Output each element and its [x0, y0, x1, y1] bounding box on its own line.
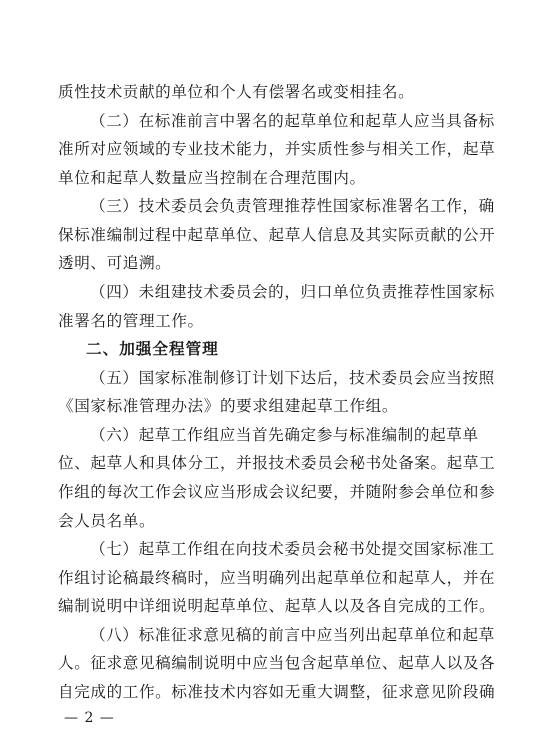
text-line: 准署名的管理工作。 [58, 312, 204, 330]
paragraph-first-line: （八）标准征求意见稿的前言中应当列出起草单位和起草 [90, 626, 495, 644]
text-line: 透明、可追溯。 [58, 254, 172, 272]
paragraph-first-line: （四）未组建技术委员会的，归口单位负责推荐性国家标 [90, 283, 495, 301]
text-line: 位、起草人和具体分工，并报技术委员会秘书处备案。起草工 [58, 454, 496, 472]
text-line: 作组的每次工作会议应当形成会议纪要，并随附参会单位和参 [58, 483, 496, 501]
paragraph-first-line: （三）技术委员会负责管理推荐性国家标准署名工作，确 [90, 197, 495, 215]
text-line: 编制说明中详细说明起草单位、起草人以及各自完成的工作。 [58, 597, 496, 615]
text-line: 人。征求意见稿编制说明中应当包含起草单位、起草人以及各 [58, 654, 496, 672]
text-line: 作组讨论稿最终稿时，应当明确列出起草单位和起草人，并在 [58, 569, 496, 587]
text-line: 保标准编制过程中起草单位、起草人信息及其实际贡献的公开 [58, 226, 496, 244]
text-line: 会人员名单。 [58, 512, 156, 530]
paragraph-first-line: （二）在标准前言中署名的起草单位和起草人应当具备标 [90, 112, 495, 130]
paragraph-first-line: （六）起草工作组应当首先确定参与标准编制的起草单 [90, 426, 479, 444]
paragraph-first-line: （五）国家标准制修订计划下达后，技术委员会应当按照 [90, 369, 495, 387]
text-line: 准所对应领域的专业技术能力，并实质性参与相关工作，起草 [58, 140, 496, 158]
text-line: 《国家标准管理办法》的要求组建起草工作组。 [58, 397, 399, 415]
text-line: 质性技术贡献的单位和个人有偿署名或变相挂名。 [58, 83, 415, 101]
page-number: — 2 — [64, 710, 115, 726]
text-line: 自完成的工作。标准技术内容如无重大调整，征求意见阶段确 [58, 683, 496, 701]
text-line: 单位和起草人数量应当控制在合理范围内。 [58, 169, 366, 187]
section-heading: 二、加强全程管理 [86, 340, 219, 358]
paragraph-first-line: （七）起草工作组在向技术委员会秘书处提交国家标准工 [90, 540, 495, 558]
